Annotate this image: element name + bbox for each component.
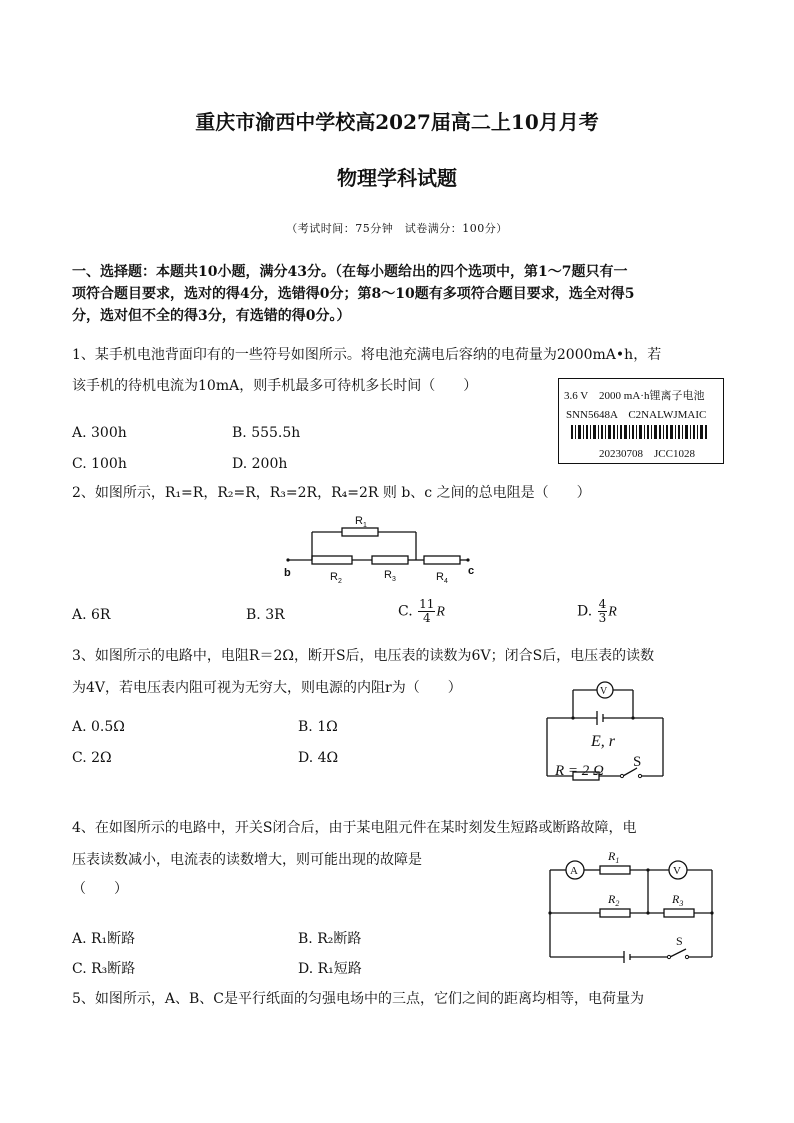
q2-r4-label: $R_4$ — [436, 571, 448, 585]
q2-option-a: A. 6R — [72, 607, 111, 623]
q4-r3-label: $R_3$ — [672, 892, 684, 908]
q3-line1: 3、如图所示的电路中，电阻R＝2Ω，断开S后，电压表的读数为6V；闭合S后，电压表的读数 — [72, 648, 655, 664]
q4-circuit — [548, 845, 716, 963]
q4-option-b: B. R₂断路 — [298, 931, 362, 947]
battery-spec: 3.6 V 2000 mA·h锂离子电池 — [564, 390, 705, 402]
q1-option-b: B. 555.5h — [232, 425, 301, 441]
q1-option-a: A. 300h — [72, 425, 127, 441]
q3-voltmeter-label: V — [600, 686, 608, 697]
q2-option-d: D. $\frac{4}{3}$ R — [577, 597, 617, 625]
q4-ammeter-label: A — [570, 865, 578, 877]
exam-title: 重庆市渝西中学校高2027届高二上10月月考 — [195, 110, 599, 134]
barcode-icon — [571, 425, 711, 441]
q3-option-a: A. 0.5Ω — [72, 719, 125, 735]
q4-r1-label: $R_1$ — [608, 849, 620, 865]
q3-circuit — [545, 678, 665, 786]
q2-option-c: C. $\frac{11}{4}$ R — [398, 597, 445, 625]
exam-info: （考试时间：75分钟 试卷满分：100分） — [286, 222, 508, 235]
q3-battery-label: E, r — [591, 733, 615, 750]
battery-date: 20230708 JCC1028 — [599, 448, 695, 460]
section1-line3: 分，选对但不全的得3分，有选错的得0分。） — [72, 308, 351, 324]
q4-switch-label: S — [676, 934, 683, 948]
q1-line2: 该手机的待机电流为10mA，则手机最多可待机多长时间（ ） — [72, 378, 478, 394]
q2-r1-label: $R_1$ — [355, 515, 367, 529]
q4-line1: 4、在如图所示的电路中，开关S闭合后，由于某电阻元件在某时刻发生短路或断路故障，电 — [72, 820, 637, 836]
q3-resistor-label: R = 2 Ω — [555, 763, 604, 779]
q4-r2-label: $R_2$ — [608, 892, 620, 908]
q2-r2-label: $R_2$ — [330, 571, 342, 585]
q5-line1: 5、如图所示，A、B、C是平行纸面的匀强电场中的三点，它们之间的距离均相等，电荷量为 — [72, 991, 645, 1007]
q4-line3: （ ） — [72, 881, 128, 897]
q4-option-c: C. R₃断路 — [72, 961, 136, 977]
battery-label-figure — [558, 378, 724, 464]
battery-serial: SNN5648A C2NALWJMAIC — [566, 409, 707, 421]
q2-r3-label: $R_3$ — [384, 569, 396, 583]
q1-option-d: D. 200h — [232, 456, 288, 472]
q4-option-d: D. R₁短路 — [298, 961, 362, 977]
q1-option-c: C. 100h — [72, 456, 127, 472]
q2-resistor-circuit — [282, 508, 482, 588]
subject-title: 物理学科试题 — [337, 166, 457, 190]
q4-line2: 压表读数减小，电流表的读数增大，则可能出现的故障是 — [72, 852, 422, 868]
section1-line2: 项符合题目要求，选对的得4分，选错得0分；第8～10题有多项符合题目要求，选全对得5 — [72, 286, 635, 302]
q4-option-a: A. R₁断路 — [72, 931, 136, 947]
q2-line1: 2、如图所示，R₁=R，R₂=R，R₃=2R，R₄=2R 则 b、c 之间的总电阻是（ ） — [72, 485, 591, 501]
q4-voltmeter-label: V — [673, 865, 681, 877]
section1-line1: 一、选择题：本题共10小题，满分43分。（在每小题给出的四个选项中，第1～7题只有一 — [72, 264, 628, 280]
q2-option-b: B. 3R — [246, 607, 285, 623]
q3-line2: 为4V，若电压表内阻可视为无穷大，则电源的内阻r为（ ） — [72, 680, 462, 696]
q2-b-label: b — [284, 567, 291, 579]
q3-option-b: B. 1Ω — [298, 719, 338, 735]
q3-option-d: D. 4Ω — [298, 750, 339, 766]
q1-line1: 1、某手机电池背面印有的一些符号如图所示。将电池充满电后容纳的电荷量为2000mA•h，若 — [72, 347, 662, 363]
q2-c-label: c — [468, 565, 475, 577]
q3-option-c: C. 2Ω — [72, 750, 112, 766]
q3-switch-label: S — [633, 754, 642, 770]
